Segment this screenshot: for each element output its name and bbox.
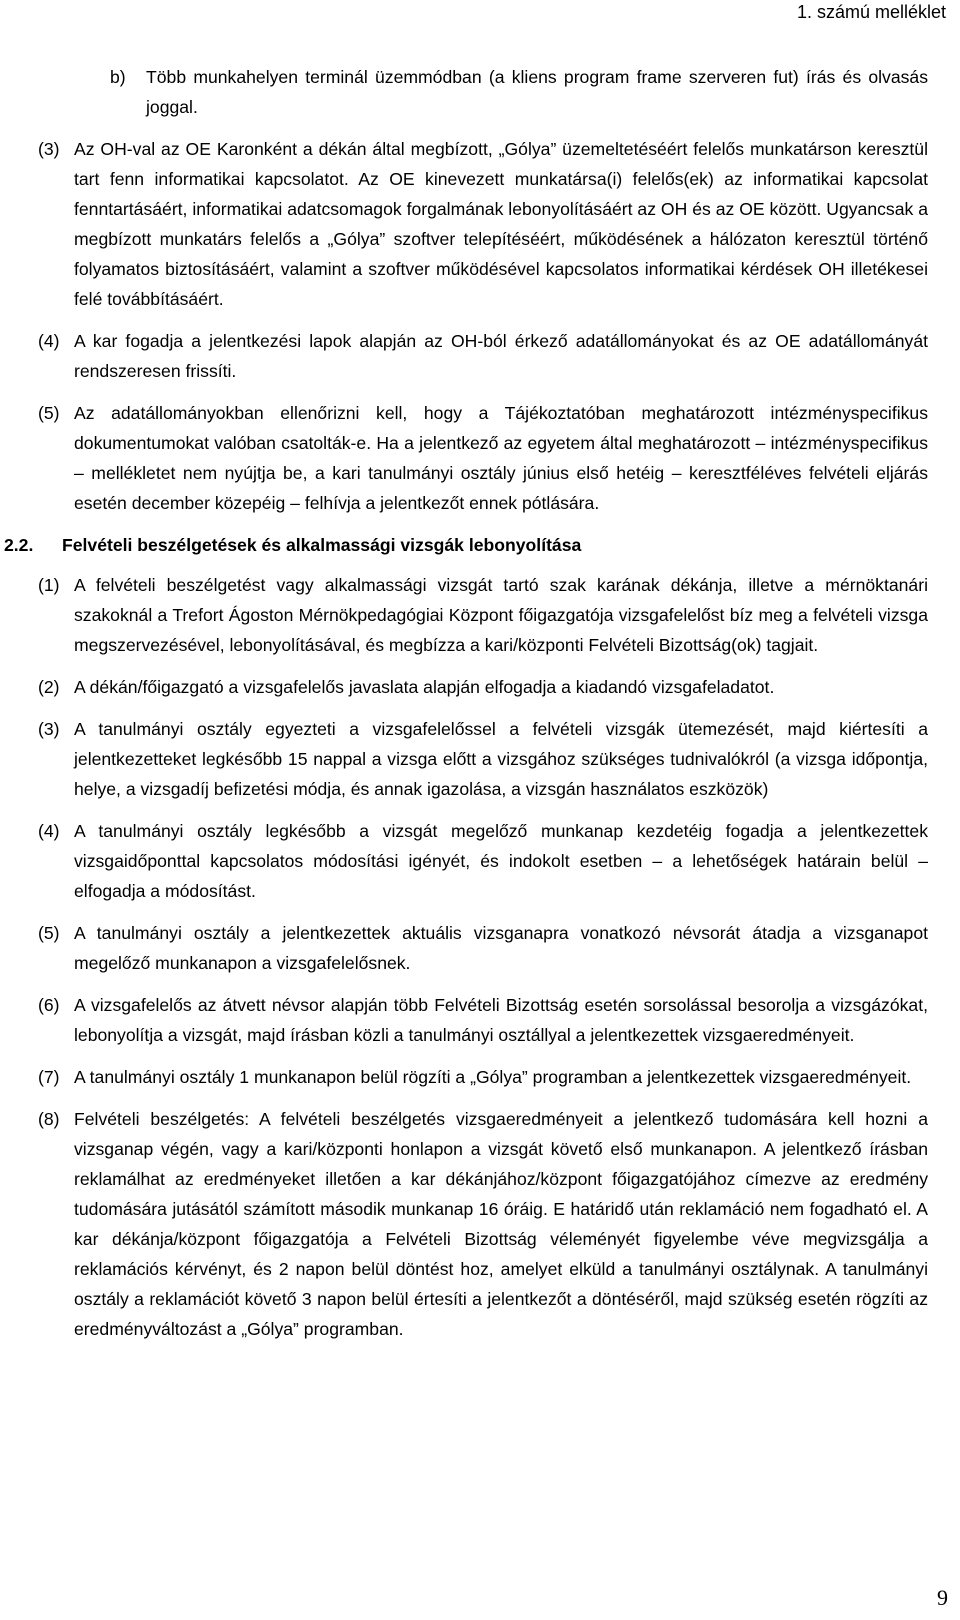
paragraph-number: (3) [38, 139, 60, 159]
paragraph-text: Az OH-val az OE Karonként a dékán által megbízott, „Gólya” üzemeltetéséért felelős munkatárson keresztül tart fenn informatikai kapcsolatot. Az OE kinevezett munkatársa(i) felelős(ek) az informatikai kapcsolat fenntartásáért, informatikai adatcsomagok forgalmának lebonyolításáért az OH és az OE között. Ugyancsak a megbízott munkatárs felelős a „Gólya” szoftver telepítéséért, működésének a hálózaton keresztül történő folyamatos biztosításáért, valamint a szoftver működésével kapcsolatos informatikai kérdések OH illetékesei felé továbbításáért. [74, 139, 928, 309]
section-number: 2.2. [4, 535, 34, 555]
paragraph-text: A tanulmányi osztály egyezteti a vizsgafelelőssel a felvételi vizsgák ütemezését, majd kiértesíti a jelentkezetteket legkésőbb 15 nappal a vizsga előtt a vizsgához szükséges tudnivalókról (a vizsga időpontja, helye, a vizsgadíj befizetési módja, és annak igazolása, a vizsgán használatos eszközök) [74, 719, 928, 799]
paragraph-5 [38, 398, 928, 518]
paragraph-text: A dékán/főigazgató a vizsgafelelős javaslata alapján elfogadja a kiadandó vizsgafeladatot. [74, 677, 775, 697]
paragraph-number: (8) [38, 1109, 60, 1129]
section-paragraph-4 [38, 816, 928, 906]
page-number: 9 [937, 1585, 948, 1610]
page-header: 1. számú melléklet [796, 2, 946, 22]
section-paragraph-6 [38, 990, 928, 1050]
section-paragraph-1 [38, 570, 928, 660]
paragraph-text: Az adatállományokban ellenőrizni kell, hogy a Tájékoztatóban meghatározott intézményspecifikus dokumentumokat valóban csatolták-e. Ha a jelentkező az egyetem által meghatározott – intézményspecifikus – mellékletet nem nyújtja be, a kari tanulmányi osztály június első hetéig – keresztféléves felvételi eljárás esetén december közepéig – felhívja a jelentkezőt ennek pótlására. [74, 403, 928, 513]
paragraph-text: Felvételi beszélgetés: A felvételi beszélgetés vizsgaeredményeit a jelentkező tudomására kell hozni a vizsganap végén, vagy a kari/központi honlapon a vizsgát követő első munkanapon. A jelentkező írásban reklamálhat az eredményeket illetően a kar dékánjához/központ főigazgatójához címezve az eredmény tudomására jutásától számított második munkanap 16 óráig. E határidő után reklamáció nem fogadható el. A kar dékánja/központ főigazgatója a Felvételi Bizottság véleményét figyelembe véve megvizsgálja a reklamációs kérvényt, és 2 napon belül döntést hoz, amelyet elküld a tanulmányi osztálynak. A tanulmányi osztály a reklamációt követő 3 napon belül értesíti a jelentkezőt a döntéséről, majd szükség esetén rögzíti az eredményváltozást a „Gólya” programban. [74, 1109, 928, 1339]
paragraph-number: (7) [38, 1067, 60, 1087]
document-body [4, 62, 928, 1356]
paragraph-number: (6) [38, 995, 60, 1015]
paragraph-number: (4) [38, 331, 60, 351]
paragraph-text: A kar fogadja a jelentkezési lapok alapján az OH-ból érkező adatállományokat és az OE adatállományát rendszeresen frissíti. [74, 331, 928, 381]
section-paragraph-3 [38, 714, 928, 804]
paragraph-text: A felvételi beszélgetést vagy alkalmassági vizsgát tartó szak karának dékánja, illetve a mérnöktanári szakoknál a Trefort Ágoston Mérnökpedagógiai Központ főigazgatója vizsgafelelőst bíz meg a felvételi vizsga megszervezésével, lebonyolításával, és megbízza a kari/központi Felvételi Bizottság(ok) tagjait. [74, 575, 928, 655]
section-paragraph-2 [38, 672, 928, 702]
paragraph-text: A tanulmányi osztály legkésőbb a vizsgát megelőző munkanap kezdetéig fogadja a jelentkezettek vizsgaidőponttal kapcsolatos módosítási igényét, és indokolt esetben – a lehetőségek határain belül – elfogadja a módosítást. [74, 821, 928, 901]
paragraph-text: A tanulmányi osztály a jelentkezettek aktuális vizsganapra vonatkozó névsorát átadja a vizsganapot megelőző munkanapon a vizsgafelelősnek. [74, 923, 928, 973]
paragraph-number: (5) [38, 923, 60, 943]
section-heading [4, 530, 928, 560]
paragraph-number: (3) [38, 719, 60, 739]
paragraph-text: Több munkahelyen terminál üzemmódban (a kliens program frame szerveren fut) írás és olvasás joggal. [146, 67, 928, 117]
paragraph-number: (1) [38, 575, 60, 595]
paragraph-3 [38, 134, 928, 314]
paragraph-number: (5) [38, 403, 60, 423]
paragraph-number: (2) [38, 677, 60, 697]
paragraph-text: A tanulmányi osztály 1 munkanapon belül rögzíti a „Gólya” programban a jelentkezettek vizsgaeredményeit. [74, 1067, 912, 1087]
paragraph-4 [38, 326, 928, 386]
section-paragraph-8 [38, 1104, 928, 1344]
section-paragraph-5 [38, 918, 928, 978]
paragraph-text: A vizsgafelelős az átvett névsor alapján több Felvételi Bizottság esetén sorsolással besorolja a vizsgázókat, lebonyolítja a vizsgát, majd írásban közli a tanulmányi osztállyal a jelentkezettek vizsgaeredményeit. [74, 995, 928, 1045]
paragraph-number: b) [110, 67, 126, 87]
paragraph-number: (4) [38, 821, 60, 841]
section-title: Felvételi beszélgetések és alkalmassági vizsgák lebonyolítása [62, 535, 582, 555]
section-paragraph-7 [38, 1062, 928, 1092]
paragraph-b [38, 62, 928, 122]
